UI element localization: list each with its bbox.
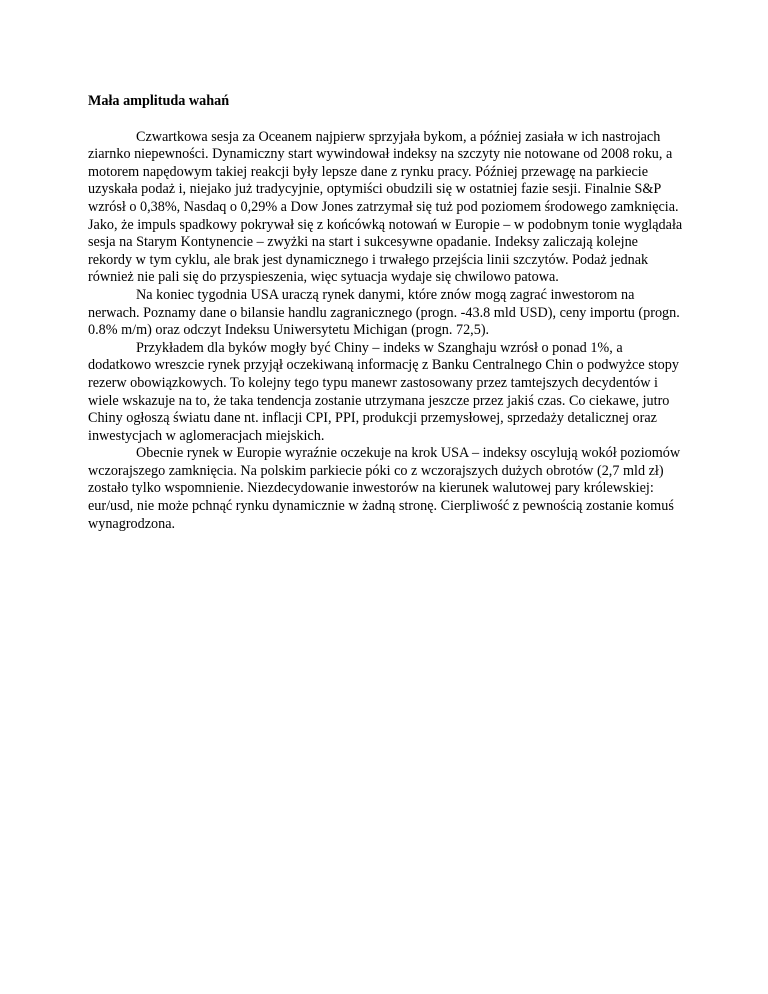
paragraph-3: Przykładem dla byków mogły być Chiny – indeks w Szanghaju wzrósł o ponad 1%, a dodatkowo wreszcie rynek przyjął oczekiwaną informację z Banku Centralnego Chin o podwyżce stopy rezerw obowiązkowych. To kolejny tego typu manewr zastosowany przez tamtejszych decydentów i wiele wskazuje na to, że taka tendencja zostanie utrzymana jeszcze przez jakiś czas. Co ciekawe, jutro Chiny ogłoszą światu dane nt. inflacji CPI, PPI, produkcji przemysłowej, sprzedaży detalicznej oraz inwestycjach w aglomeracjach miejskich. (88, 339, 679, 444)
document-title: Mała amplituda wahań (88, 93, 230, 109)
paragraph-1: Czwartkowa sesja za Oceanem najpierw sprzyjała bykom, a później zasiała w ich nastrojach ziarnko niepewności. Dynamiczny start wywindował indeksy na szczyty nie notowane od 2008 roku, a motorem napędowym takiej reakcji były lepsze dane z rynku pracy. Później przewagę na parkiecie uzyskała podaż i, niejako już tradycyjnie, optymiści obudzili się w ostatniej fazie sesji. Finalnie S&P wzrósł o 0,38%, Nasdaq o 0,29% a Dow Jones zatrzymał się tuż pod poziomem środowego zamknięcia. Jako, że impuls spadkowy pokrywał się z końcówką notowań w Europie – w podobnym tonie wyglądała sesja na Starym Kontynencie – zwyżki na start i sukcesywne opadanie. Indeksy zaliczają kolejne rekordy w tym cyklu, ale brak jest dynamicznego i trwałego przejścia linii szczytów. Podaż jednak również nie pali się do przyspieszenia, więc sytuacja wydaje się chwilowo patowa. (88, 128, 683, 286)
paragraph-2: Na koniec tygodnia USA uraczą rynek danymi, które znów mogą zagrać inwestorom na nerwach. Poznamy dane o bilansie handlu zagranicznego (progn. -43.8 mld USD), ceny importu (progn. 0.8% m/m) oraz odczyt Indeksu Uniwersytetu Michigan (progn. 72,5). (88, 286, 680, 339)
paragraph-4: Obecnie rynek w Europie wyraźnie oczekuje na krok USA – indeksy oscylują wokół poziomów wczorajszego zamknięcia. Na polskim parkiecie póki co z wczorajszych dużych obrotów (2,7 mld zł) zostało tylko wspomnienie. Niezdecydowanie inwestorów na kierunek walutowej pary królewskiej: eur/usd, nie może pchnąć rynku dynamicznie w żadną stronę. Cierpliwość z pewnością zostanie komuś wynagrodzona. (88, 445, 681, 532)
document-body (88, 93, 684, 533)
